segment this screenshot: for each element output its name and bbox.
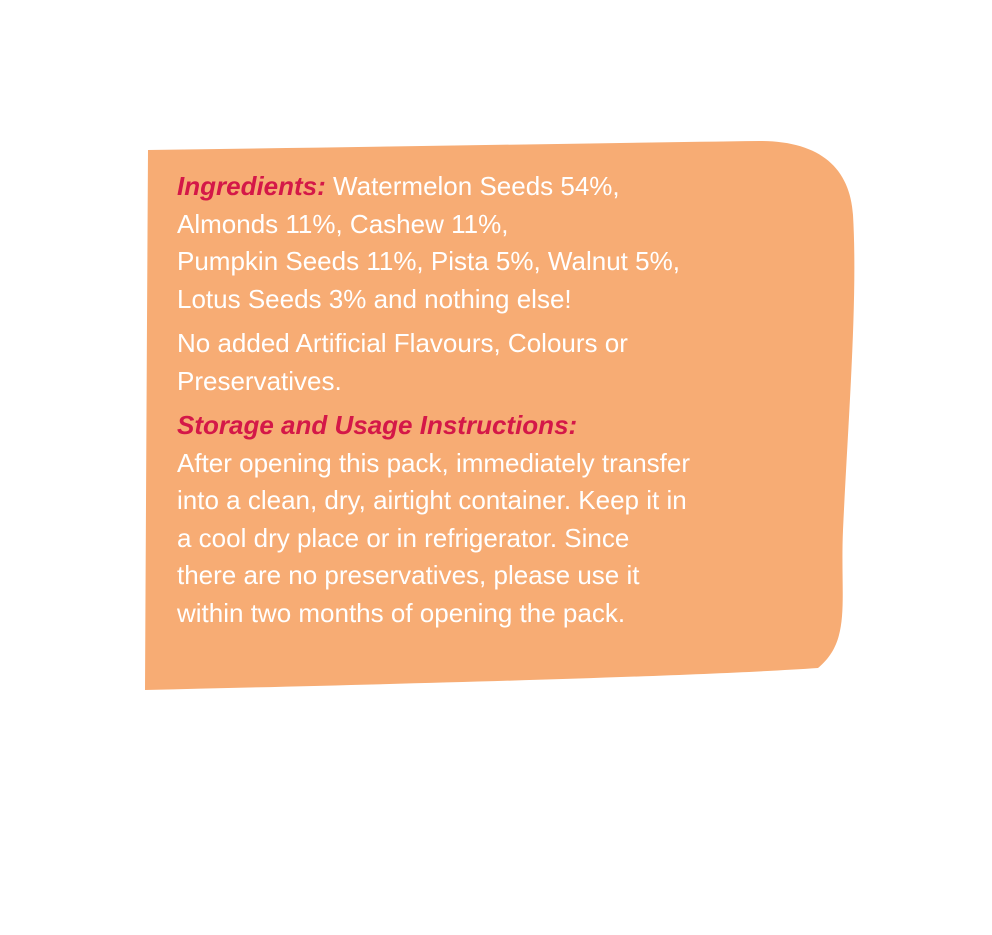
ingredients-section <box>177 168 827 318</box>
storage-line-5: within two months of opening the pack. <box>177 597 626 628</box>
additives-line-1: No added Artificial Flavours, Colours or <box>177 328 628 358</box>
label-text-block <box>177 168 827 639</box>
additives-note <box>177 325 827 400</box>
storage-line-3: a cool dry place or in refrigerator. Since <box>177 522 630 553</box>
storage-section <box>177 407 827 632</box>
ingredients-line-3: Pumpkin Seeds 11%, Pista 5%, Walnut 5%, <box>177 246 680 276</box>
ingredients-heading: Ingredients: <box>177 171 326 201</box>
additives-line-2: Preservatives. <box>177 365 342 396</box>
ingredients-line-4: Lotus Seeds 3% and nothing else! <box>177 283 572 314</box>
storage-line-2: into a clean, dry, airtight container. Keep it in <box>177 485 687 515</box>
storage-heading: Storage and Usage Instructions: <box>177 410 578 440</box>
storage-line-1: After opening this pack, immediately transfer <box>177 447 691 478</box>
storage-line-4: there are no preservatives, please use it <box>177 560 640 590</box>
ingredients-text: Watermelon Seeds 54%, <box>333 171 620 201</box>
ingredients-line-2: Almonds 11%, Cashew 11%, <box>177 208 509 239</box>
ingredients-line-1 <box>177 168 827 206</box>
